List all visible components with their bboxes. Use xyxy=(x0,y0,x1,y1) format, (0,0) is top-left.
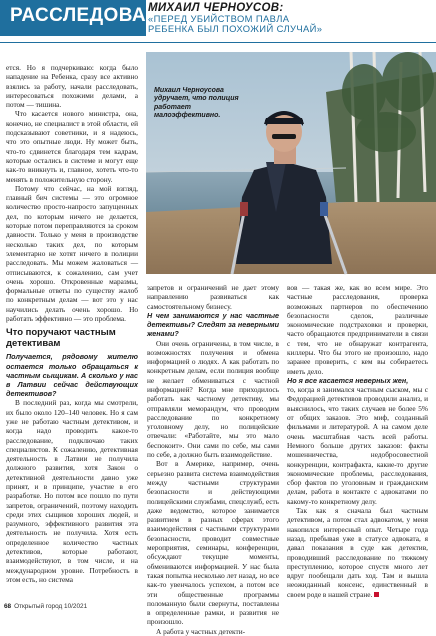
paragraph: В последний раз, когда мы смотрели, их было около 120–140 человек. Но я сам уже не работаю частным детективом, и когда надо проводить какое-то расследование, подключаю таких специалистов. К сожалению, детективная деятельность в Латвии не получила должного развития, хотя Закон о детективной деятельности давно уже принят, и в принципе, участие в его разработке. Но потом все пошло по пути запретов, ограничений, поэтому находить среди этих сыщиков хороших людей, и разумного, эффективного развития эта деятельность не получила. Хотя есть определенное количество частных детективов, которые работают, взаимодействуют, в том числе, и на международном уровне. Потребность в этом есть, но система xyxy=(6,398,138,584)
section-subheading: Что поручают частным детективам xyxy=(6,327,116,349)
text-column-2 xyxy=(147,283,279,636)
photo-caption: Михаил Черноусова удручает, что полиция работает малоэффективно. xyxy=(154,87,239,120)
text-column-3 xyxy=(287,283,428,599)
paragraph: Что касается нового министра, она, конечно, не специалист в этой области, ей подсказывают советники, и я надеюсь, что это опытные люди. Ну может быть, что-то сдвинется благодаря тем кадрам, которые остались в системе и могут еще как-то вникнуть и, главное, хотеть что-то менять в положительную сторону. xyxy=(6,109,138,184)
paragraph: Потому что сейчас, на мой взгляд, главный бич системы — это огромное количество просто-напросто запущенных дел, по которым ничего не делается, которые потом переправляются за сроком давности. Только у меня в производстве несколько таких дел, по которым элементарно не хотят ничего в полиции расследовать. Мы можем жаловаться — отписываются, к сожалению, сам учет очень хорошо. Откровенные маразмы, формальные ответы по существу жалоб по конкретным делам — вот это у нас научились делать очень хорошо. Но работать эффективно — это проблема. xyxy=(6,183,138,324)
interview-question: Н чем занимаются у нас частные детективы? Следят за неверными женами? xyxy=(147,310,279,339)
end-of-article-mark xyxy=(374,592,379,597)
photo-illustration xyxy=(146,52,436,274)
page-footer xyxy=(4,603,87,610)
headline-line-2: РЕБЕНКА БЫЛ ПОХОЖИЙ СЛУЧАЙ» xyxy=(148,23,323,34)
text-column-1 xyxy=(6,63,138,584)
paragraph: то, когда я занимался частным сыском, мы с Федорацией детективов проводили анализ, и выяснилось, что таких случаев не более 5% от общих заказов. Это миф, созданный фильмами и литературой. А на самом деле очень масштабная часть всей работы. Немного больше других заказов: факты мошенничества, недобросовестной конкуренции, контрафакта, какие-то другие экономические проблемы, расследования, сбор фактов по уголовным и гражданским делам, работа в контакте с адвокатами по какому-то конкретному делу. xyxy=(287,385,428,506)
page-number: 68 xyxy=(4,603,12,610)
header-divider xyxy=(0,42,436,43)
rubric-title: РАССЛЕДОВАНИЯ xyxy=(10,5,189,26)
paragraph: запретов и ограничений не дает этому направлению развиваться как самостоятельному бизнесу. xyxy=(147,283,279,311)
paragraph: вов — такая же, как во всем мире. Это частные расследования, проверка возможных партнеров по обеспечению безопасности сделок, различные экономические подстраховки и проверки, часто обращаются предприниматели в связи с тем, что не обнаружат контрагента, киллеры. Что бы этого не произошло, надо заранее проверить, с кем вы собираетесь иметь дело. xyxy=(287,283,428,376)
paragraph: А работа у частных детекти- xyxy=(156,626,246,636)
paragraph: Они очень ограничены, в том числе, в возможностях получения и обмена информацией о людях. А как работать по конкретным делам, если полиция вообще не желает обмениваться с частной информацией? Когда мне приходилось работать как частному детективу, мы отправляли меморандум, что проводим расследование по конкретному уголовному делу, но полицейские отвечали: «Работайте, мы это мало беспокоит». Они сами по себе, мы сами по себе, а должно быть взаимодействие. xyxy=(147,338,279,460)
paragraph xyxy=(287,506,428,599)
paragraph: Вот в Америке, например, очень серьезно развита система взаимодействия между частными структурами безопасности и действующими полицейскими службами, спецслужб, есть даже ведомство, которое занимается развитием в разных сферах этого взаимодействия с частными структурами безопасности, проводит совместные мероприятия, семинары, конференции, обсуждают текущие моменты, обмениваются информацией. У нас была такая попытка несколько лет назад, но все как-то увенчалось успехом, а потом все эти общественные программы поломанную были свернуты, поставлены в определенные рамки, и развития не произошло. xyxy=(147,459,279,627)
issue-label: Открытый город 10/2021 xyxy=(14,603,88,610)
headline-line-1: «ПЕРЕД УБИЙСТВОМ ПАВЛА xyxy=(148,13,290,24)
interview-question: Но я все касается неверных жен, xyxy=(287,375,409,385)
paragraph-text: Так как я сначала был частным детективом, а потом стал адвокатом, у меня накопился интересный опыт. Четыре года назад, пребывая уже в статусе адвоката, я давал показания в суде как детектив, проводивший расследование по тяжкому преступлению, которое спустя много лет вдруг пообещали дать ход. Там и вышла неожиданный консенс, единственный в своем роде в нашей стране. xyxy=(287,506,428,599)
article-photo xyxy=(146,52,436,274)
article-headline-quote xyxy=(148,14,430,34)
interview-question: Получается, рядовому жителю остается только обращаться к частным сыщикам. А сколько у нас в Латвии сейчас действующих детективов? xyxy=(6,352,138,399)
paragraph: ется. Но я подчеркиваю: когда было нападение на Ребенка, сразу все активно взялись за работу, начали расследовать, интересоваться похожими делами, а потом — тишина. xyxy=(6,63,138,110)
article-author-name: МИХАИЛ ЧЕРНОУСОВ: xyxy=(148,2,284,14)
